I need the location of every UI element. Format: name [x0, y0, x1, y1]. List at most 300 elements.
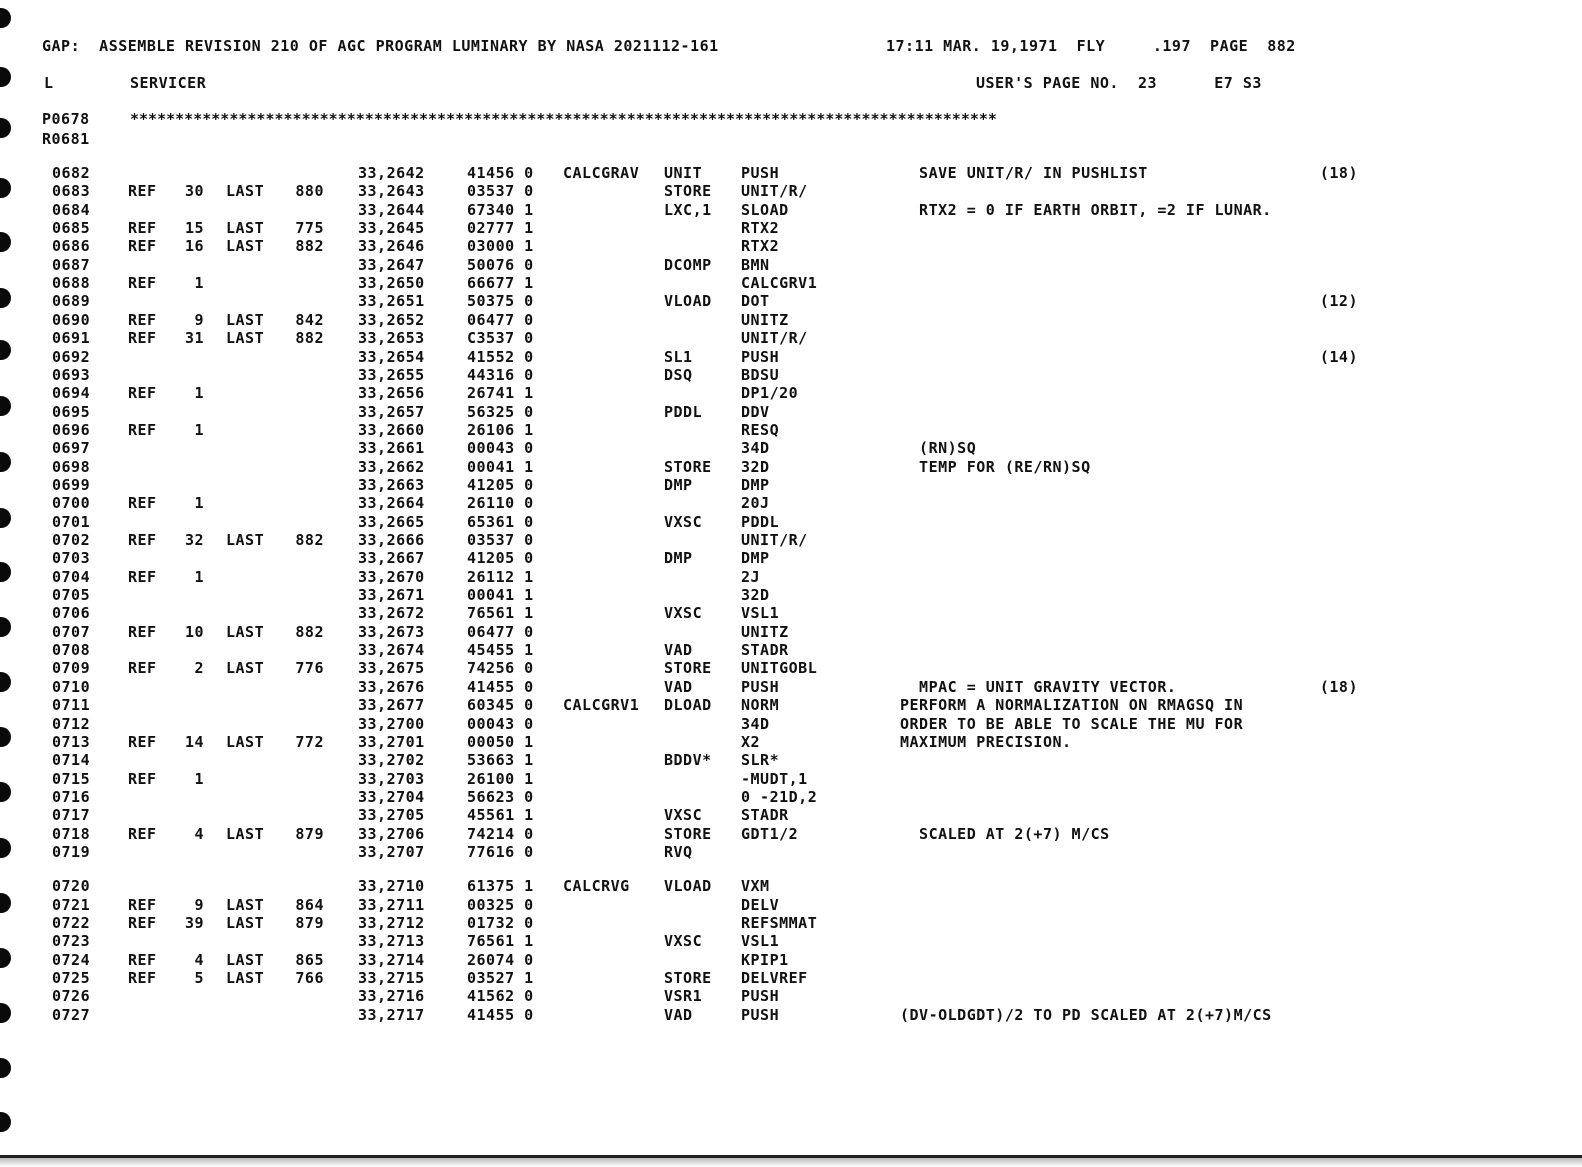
ref-keyword: REF: [128, 420, 157, 439]
opcode: VXSC: [664, 932, 703, 951]
operand: DELV: [741, 895, 780, 914]
line-number: 0691: [52, 329, 91, 348]
operand: 34D: [741, 439, 770, 458]
line-number: 0699: [52, 475, 91, 494]
octal-word: 45455 1: [467, 641, 534, 660]
memory-address: 33,2663: [358, 475, 425, 494]
octal-word: 00043 0: [467, 714, 534, 733]
line-number: 0684: [52, 200, 91, 219]
octal-word: 65361 0: [467, 512, 534, 531]
octal-word: 00325 0: [467, 895, 534, 914]
opcode: BDDV*: [664, 751, 712, 770]
table-row: [0, 366, 1582, 384]
memory-address: 33,2713: [358, 932, 425, 951]
memory-address: 33,2643: [358, 182, 425, 201]
memory-address: 33,2664: [358, 494, 425, 513]
ref-keyword: REF: [128, 329, 157, 348]
line-number: 0705: [52, 586, 91, 605]
table-row: [0, 733, 1582, 751]
line-number: 0708: [52, 641, 91, 660]
line-number: 0714: [52, 751, 91, 770]
table-row: [0, 604, 1582, 622]
octal-word: 00041 1: [467, 457, 534, 476]
last-page: 879: [295, 914, 324, 932]
comment-text: RTX2 = 0 IF EARTH ORBIT, =2 IF LUNAR.: [900, 200, 1272, 219]
ref-count: 32: [184, 531, 204, 549]
table-row: [0, 237, 1582, 255]
operand: SLOAD: [741, 200, 789, 219]
opcode: VAD: [664, 677, 693, 696]
octal-word: C3537 0: [467, 329, 534, 348]
last-page: 772: [295, 732, 324, 751]
opcode: VLOAD: [664, 877, 712, 896]
ref-count: 1: [194, 420, 204, 439]
memory-address: 33,2700: [358, 714, 425, 733]
line-number: 0688: [52, 274, 91, 293]
memory-address: 33,2706: [358, 824, 425, 843]
last-keyword: LAST: [226, 950, 265, 969]
ref-keyword: REF: [128, 622, 157, 641]
memory-address: 33,2710: [358, 877, 425, 896]
ref-keyword: REF: [128, 274, 157, 293]
memory-address: 33,2672: [358, 604, 425, 623]
operand: PDDL: [741, 512, 780, 531]
octal-word: 56325 0: [467, 402, 534, 421]
memory-address: 33,2711: [358, 895, 425, 914]
operand: 34D: [741, 714, 770, 733]
memory-address: 33,2650: [358, 274, 425, 293]
last-keyword: LAST: [226, 969, 265, 988]
last-page: 882: [295, 622, 324, 641]
line-number: 0725: [52, 969, 91, 988]
table-row: [0, 568, 1582, 586]
line-number: 0724: [52, 950, 91, 969]
octal-word: 26112 1: [467, 567, 534, 586]
memory-address: 33,2654: [358, 347, 425, 366]
memory-address: 33,2657: [358, 402, 425, 421]
opcode: STORE: [664, 182, 712, 201]
operand: UNITGOBL: [741, 659, 818, 678]
line-number: 0704: [52, 567, 91, 586]
last-keyword: LAST: [226, 914, 265, 932]
memory-address: 33,2676: [358, 677, 425, 696]
listing-header-title: GAP: ASSEMBLE REVISION 210 OF AGC PROGRAM LUMINARY BY NASA 2021112-161: [42, 37, 719, 55]
line-number: 0722: [52, 914, 91, 932]
table-row: [0, 531, 1582, 549]
operand: DDV: [741, 402, 770, 421]
opcode: STORE: [664, 457, 712, 476]
opcode: STORE: [664, 969, 712, 988]
ref-keyword: REF: [128, 384, 157, 403]
table-row: [0, 751, 1582, 769]
ref-count: 15: [184, 219, 204, 238]
table-row: [0, 274, 1582, 292]
operand: DP1/20: [741, 384, 799, 403]
operand: SLR*: [741, 751, 780, 770]
memory-address: 33,2660: [358, 420, 425, 439]
table-row: [0, 201, 1582, 219]
octal-word: 26074 0: [467, 950, 534, 969]
opcode: DLOAD: [664, 696, 712, 715]
opcode: DMP: [664, 549, 693, 568]
table-row: [0, 1006, 1582, 1024]
octal-word: 53663 1: [467, 751, 534, 770]
comment-text: SAVE UNIT/R/ IN PUSHLIST: [900, 164, 1148, 182]
memory-address: 33,2716: [358, 987, 425, 1006]
line-number: 0685: [52, 219, 91, 238]
operand: UNIT/R/: [741, 329, 808, 348]
comment-text: SCALED AT 2(+7) M/CS: [900, 824, 1110, 843]
last-page: 882: [295, 531, 324, 549]
memory-address: 33,2646: [358, 237, 425, 256]
line-number: 0696: [52, 420, 91, 439]
memory-address: 33,2661: [358, 439, 425, 458]
operand: RTX2: [741, 219, 780, 238]
memory-address: 33,2642: [358, 164, 425, 182]
ref-count: 1: [194, 494, 204, 513]
opcode: STORE: [664, 659, 712, 678]
octal-word: 66677 1: [467, 274, 534, 293]
star-separator: ************************************************************************************************: [130, 110, 997, 128]
line-number: 0700: [52, 494, 91, 513]
octal-word: 26100 1: [467, 769, 534, 788]
table-row: [0, 843, 1582, 861]
user-page-number: USER'S PAGE NO. 23 E7 S3: [976, 74, 1262, 92]
operand: CALCGRV1: [741, 274, 818, 293]
table-row: [0, 439, 1582, 457]
ref-count: 1: [194, 384, 204, 403]
table-row: [0, 329, 1582, 347]
operand: 0 -21D,2: [741, 787, 818, 806]
ref-count: 9: [194, 895, 204, 914]
octal-word: 76561 1: [467, 604, 534, 623]
last-page: 882: [295, 237, 324, 256]
line-number: 0727: [52, 1005, 91, 1024]
last-keyword: LAST: [226, 659, 265, 678]
line-number: 0710: [52, 677, 91, 696]
table-row: [0, 678, 1582, 696]
last-keyword: LAST: [226, 237, 265, 256]
line-number: 0716: [52, 787, 91, 806]
comment-text: ORDER TO BE ABLE TO SCALE THE MU FOR: [900, 714, 1244, 733]
operand: BMN: [741, 255, 770, 274]
memory-address: 33,2707: [358, 842, 425, 861]
ref-keyword: REF: [128, 969, 157, 988]
comment-text: TEMP FOR (RE/RN)SQ: [900, 457, 1091, 476]
octal-word: 03527 1: [467, 969, 534, 988]
opcode: UNIT: [664, 164, 703, 182]
line-number: 0702: [52, 531, 91, 549]
opcode: SL1: [664, 347, 693, 366]
octal-word: 41562 0: [467, 987, 534, 1006]
octal-word: 76561 1: [467, 932, 534, 951]
operand: RTX2: [741, 237, 780, 256]
operand: 32D: [741, 457, 770, 476]
line-number: 0694: [52, 384, 91, 403]
table-row: [0, 788, 1582, 806]
pushlist-count: (18): [1319, 677, 1358, 696]
opcode: VSR1: [664, 987, 703, 1006]
table-row: [0, 586, 1582, 604]
punch-hole-icon: [0, 1058, 11, 1078]
table-row: [0, 403, 1582, 421]
ref-count: 9: [194, 310, 204, 329]
octal-word: 41455 0: [467, 677, 534, 696]
operand: REFSMMAT: [741, 914, 818, 932]
page-edge-shadow: [0, 1158, 1582, 1167]
last-page: 864: [295, 895, 324, 914]
octal-word: 77616 0: [467, 842, 534, 861]
opcode: VLOAD: [664, 292, 712, 311]
octal-word: 06477 0: [467, 310, 534, 329]
line-number: 0687: [52, 255, 91, 274]
memory-address: 33,2715: [358, 969, 425, 988]
memory-address: 33,2645: [358, 219, 425, 238]
operand: RESQ: [741, 420, 780, 439]
memory-address: 33,2644: [358, 200, 425, 219]
line-number: 0711: [52, 696, 91, 715]
octal-word: 74214 0: [467, 824, 534, 843]
operand: UNITZ: [741, 310, 789, 329]
line-number: 0717: [52, 806, 91, 825]
memory-address: 33,2674: [358, 641, 425, 660]
last-page: 766: [295, 969, 324, 988]
line-number: 0720: [52, 877, 91, 896]
octal-word: 41205 0: [467, 475, 534, 494]
ref-count: 16: [184, 237, 204, 256]
operand: DMP: [741, 549, 770, 568]
ref-keyword: REF: [128, 824, 157, 843]
ref-keyword: REF: [128, 895, 157, 914]
ref-count: 39: [184, 914, 204, 932]
table-row: [0, 969, 1582, 987]
table-row: [0, 421, 1582, 439]
symbol-label: CALCGRAV: [563, 164, 640, 182]
table-row: [0, 877, 1582, 895]
line-number: 0701: [52, 512, 91, 531]
last-page: 880: [295, 182, 324, 201]
line-number: 0707: [52, 622, 91, 641]
line-number: 0690: [52, 310, 91, 329]
octal-word: 01732 0: [467, 914, 534, 932]
ref-count: 2: [194, 659, 204, 678]
octal-word: 41456 0: [467, 164, 534, 182]
last-keyword: LAST: [226, 219, 265, 238]
last-keyword: LAST: [226, 895, 265, 914]
line-number: 0719: [52, 842, 91, 861]
table-row: [0, 896, 1582, 914]
ref-keyword: REF: [128, 769, 157, 788]
line-number: 0713: [52, 732, 91, 751]
opcode: VXSC: [664, 604, 703, 623]
memory-address: 33,2675: [358, 659, 425, 678]
last-page: 879: [295, 824, 324, 843]
table-row: [0, 806, 1582, 824]
octal-word: 26110 0: [467, 494, 534, 513]
last-keyword: LAST: [226, 310, 265, 329]
ref-keyword: REF: [128, 237, 157, 256]
octal-word: 67340 1: [467, 200, 534, 219]
table-row: [0, 549, 1582, 567]
octal-word: 56623 0: [467, 787, 534, 806]
line-number: 0689: [52, 292, 91, 311]
memory-address: 33,2677: [358, 696, 425, 715]
memory-address: 33,2653: [358, 329, 425, 348]
table-row: [0, 987, 1582, 1005]
memory-address: 33,2671: [358, 586, 425, 605]
ref-keyword: REF: [128, 659, 157, 678]
octal-word: 26106 1: [467, 420, 534, 439]
operand: STADR: [741, 806, 789, 825]
table-row: [0, 182, 1582, 200]
operand: 32D: [741, 586, 770, 605]
table-row: [0, 932, 1582, 950]
comment-text: MPAC = UNIT GRAVITY VECTOR.: [900, 677, 1177, 696]
last-page: 776: [295, 659, 324, 678]
ref-count: 1: [194, 567, 204, 586]
opcode: VAD: [664, 1005, 693, 1024]
ref-count: 10: [184, 622, 204, 641]
line-number: 0692: [52, 347, 91, 366]
ref-keyword: REF: [128, 950, 157, 969]
opcode: STORE: [664, 824, 712, 843]
ref-count: 1: [194, 274, 204, 293]
last-keyword: LAST: [226, 622, 265, 641]
octal-word: 06477 0: [467, 622, 534, 641]
memory-address: 33,2702: [358, 751, 425, 770]
octal-word: 41552 0: [467, 347, 534, 366]
operand: NORM: [741, 696, 780, 715]
punch-hole-icon: [0, 67, 11, 87]
memory-address: 33,2667: [358, 549, 425, 568]
pushlist-count: (18): [1319, 164, 1358, 182]
operand: -MUDT,1: [741, 769, 808, 788]
ref-count: 4: [194, 950, 204, 969]
r-marker: R0681: [42, 130, 90, 148]
p-marker: P0678: [42, 110, 90, 128]
line-number: 0706: [52, 604, 91, 623]
operand: UNIT/R/: [741, 182, 808, 201]
line-number: 0712: [52, 714, 91, 733]
line-number: 0695: [52, 402, 91, 421]
pushlist-count: (12): [1319, 292, 1358, 311]
memory-address: 33,2703: [358, 769, 425, 788]
octal-word: 45561 1: [467, 806, 534, 825]
last-keyword: LAST: [226, 824, 265, 843]
memory-address: 33,2712: [358, 914, 425, 932]
memory-address: 33,2673: [358, 622, 425, 641]
table-row: [0, 951, 1582, 969]
line-number: 0682: [52, 164, 91, 182]
table-row: [0, 825, 1582, 843]
comment-text: (RN)SQ: [900, 439, 977, 458]
table-row: [0, 219, 1582, 237]
ref-keyword: REF: [128, 494, 157, 513]
table-row: [0, 476, 1582, 494]
ref-count: 1: [194, 769, 204, 788]
octal-word: 02777 1: [467, 219, 534, 238]
opcode: LXC,1: [664, 200, 712, 219]
operand: PUSH: [741, 987, 780, 1006]
operand: VXM: [741, 877, 770, 896]
opcode: VXSC: [664, 512, 703, 531]
octal-word: 03537 0: [467, 182, 534, 201]
opcode: DCOMP: [664, 255, 712, 274]
table-row: [0, 659, 1582, 677]
line-number: 0721: [52, 895, 91, 914]
operand: DELVREF: [741, 969, 808, 988]
last-page: 775: [295, 219, 324, 238]
memory-address: 33,2651: [358, 292, 425, 311]
last-keyword: LAST: [226, 732, 265, 751]
memory-address: 33,2670: [358, 567, 425, 586]
ref-count: 30: [184, 182, 204, 201]
table-row: [0, 641, 1582, 659]
ref-keyword: REF: [128, 567, 157, 586]
line-number: 0683: [52, 182, 91, 201]
line-number: 0709: [52, 659, 91, 678]
table-row: [0, 513, 1582, 531]
line-number: 0697: [52, 439, 91, 458]
memory-address: 33,2662: [358, 457, 425, 476]
memory-address: 33,2647: [358, 255, 425, 274]
operand: PUSH: [741, 677, 780, 696]
operand: X2: [741, 732, 761, 751]
octal-word: 44316 0: [467, 365, 534, 384]
octal-word: 60345 0: [467, 696, 534, 715]
last-page: 865: [295, 950, 324, 969]
operand: 20J: [741, 494, 770, 513]
ref-count: 5: [194, 969, 204, 988]
punch-hole-icon: [0, 1112, 11, 1132]
opcode: VAD: [664, 641, 693, 660]
last-keyword: LAST: [226, 531, 265, 549]
last-keyword: LAST: [226, 329, 265, 348]
last-page: 882: [295, 329, 324, 348]
line-number: 0686: [52, 237, 91, 256]
octal-word: 03000 1: [467, 237, 534, 256]
opcode: DSQ: [664, 365, 693, 384]
operand: PUSH: [741, 347, 780, 366]
operand: 2J: [741, 567, 761, 586]
punch-hole-icon: [0, 118, 11, 138]
operand: UNIT/R/: [741, 531, 808, 549]
operand: STADR: [741, 641, 789, 660]
operand: DMP: [741, 475, 770, 494]
ref-keyword: REF: [128, 310, 157, 329]
table-row: [0, 914, 1582, 932]
octal-word: 00050 1: [467, 732, 534, 751]
octal-word: 26741 1: [467, 384, 534, 403]
line-number: 0693: [52, 365, 91, 384]
ref-count: 14: [184, 732, 204, 751]
comment-text: PERFORM A NORMALIZATION ON RMAGSQ IN: [900, 696, 1244, 715]
line-number: 0698: [52, 457, 91, 476]
operand: PUSH: [741, 1005, 780, 1024]
table-row: [0, 494, 1582, 512]
octal-word: 74256 0: [467, 659, 534, 678]
memory-address: 33,2666: [358, 531, 425, 549]
line-number: 0723: [52, 932, 91, 951]
operand: VSL1: [741, 932, 780, 951]
ref-keyword: REF: [128, 914, 157, 932]
last-keyword: LAST: [226, 182, 265, 201]
ref-count: 31: [184, 329, 204, 348]
octal-word: 41205 0: [467, 549, 534, 568]
opcode: DMP: [664, 475, 693, 494]
table-row: [0, 384, 1582, 402]
operand: GDT1/2: [741, 824, 799, 843]
